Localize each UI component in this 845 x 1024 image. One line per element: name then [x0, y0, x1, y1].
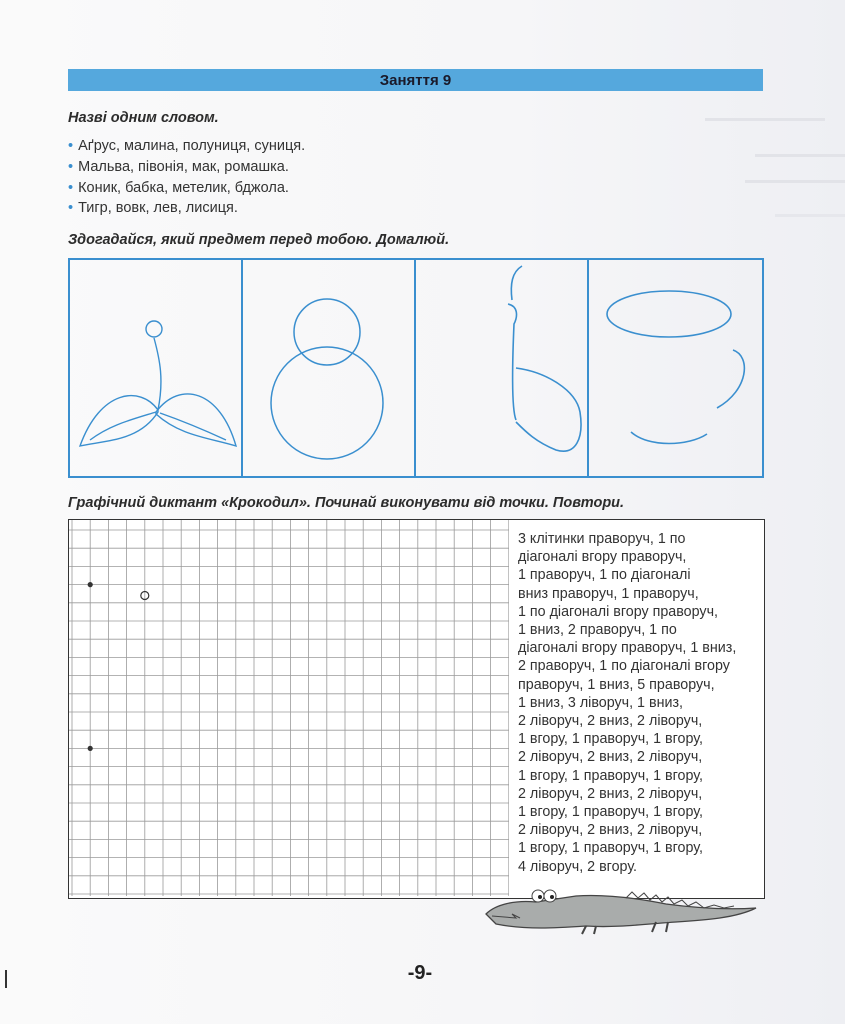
list-item: • Мальва, півонія, мак, ромашка.	[68, 157, 305, 178]
start-dot	[88, 746, 93, 751]
task1-title: Назві одним словом.	[68, 110, 219, 126]
dictation-line: діагоналі вгору праворуч,	[518, 549, 687, 566]
dictation-line: 1 вгору, 1 праворуч, 1 вгору,	[518, 767, 703, 784]
dictation-line: 2 ліворуч, 2 вниз, 2 ліворуч,	[518, 785, 703, 802]
bleed-through-lines	[705, 110, 845, 230]
dictation-line: 1 вгору, 1 праворуч, 1 вгору,	[518, 840, 703, 857]
start-dot	[88, 582, 93, 587]
panel-cup[interactable]	[589, 260, 762, 476]
panel-snowman[interactable]	[243, 260, 416, 476]
lesson-header-bar	[68, 69, 763, 91]
graph-paper-grid[interactable]	[69, 520, 509, 896]
dictation-line: 1 вгору, 1 праворуч, 1 вгору,	[518, 731, 703, 748]
list-item: • Аґрус, малина, полуниця, суниця.	[68, 136, 305, 157]
panel-boot[interactable]	[416, 260, 589, 476]
dictation-line: 3 клітинки праворуч, 1 по	[518, 531, 686, 547]
dictation-line: вниз праворуч, 1 праворуч,	[518, 585, 699, 602]
dictation-line: 1 по діагоналі вгору праворуч,	[518, 603, 718, 620]
dictation-line: 1 вгору, 1 праворуч, 1 вгору,	[518, 804, 703, 821]
dictation-line: 1 праворуч, 1 по діагоналі	[518, 567, 691, 584]
snowman-sketch-icon	[243, 260, 414, 476]
task3-title: Графічний диктант «Крокодил». Починай виконувати від точки. Повтори.	[68, 495, 625, 511]
dictation-line: 4 ліворуч, 2 вгору.	[518, 858, 638, 875]
dictation-line: 2 праворуч, 1 по діагоналі вгору	[518, 658, 730, 675]
dictation-line: 2 ліворуч, 2 вниз, 2 ліворуч,	[518, 713, 703, 730]
list-item: • Тигр, вовк, лев, лисиця.	[68, 198, 305, 219]
drawing-panels	[68, 258, 764, 478]
flower-sketch-icon	[70, 260, 241, 476]
dictation-line: діагоналі вгору праворуч, 1 вниз,	[518, 640, 737, 657]
panel-flower[interactable]	[70, 260, 243, 476]
dictation-text	[518, 530, 758, 876]
task1-list	[68, 136, 305, 219]
list-item: • Коник, бабка, метелик, бджола.	[68, 178, 305, 199]
dictation-line: 2 ліворуч, 2 вниз, 2 ліворуч,	[518, 822, 703, 839]
dictation-line: 1 вниз, 2 праворуч, 1 по	[518, 622, 677, 639]
boot-sketch-icon	[416, 260, 587, 476]
page-number: -9-	[407, 962, 433, 984]
crocodile-illustration-icon	[476, 884, 766, 936]
task2-title: Здогадайся, який предмет перед тобою. Домалюй.	[68, 232, 450, 248]
dictation-line: 2 ліворуч, 2 вниз, 2 ліворуч,	[518, 749, 703, 766]
dictation-line: 1 вниз, 3 ліворуч, 1 вниз,	[518, 694, 683, 711]
cup-sketch-icon	[589, 260, 762, 476]
dictation-line: праворуч, 1 вниз, 5 праворуч,	[518, 676, 715, 693]
lesson-title: Заняття 9	[379, 72, 452, 89]
scan-margin-mark	[5, 970, 7, 988]
